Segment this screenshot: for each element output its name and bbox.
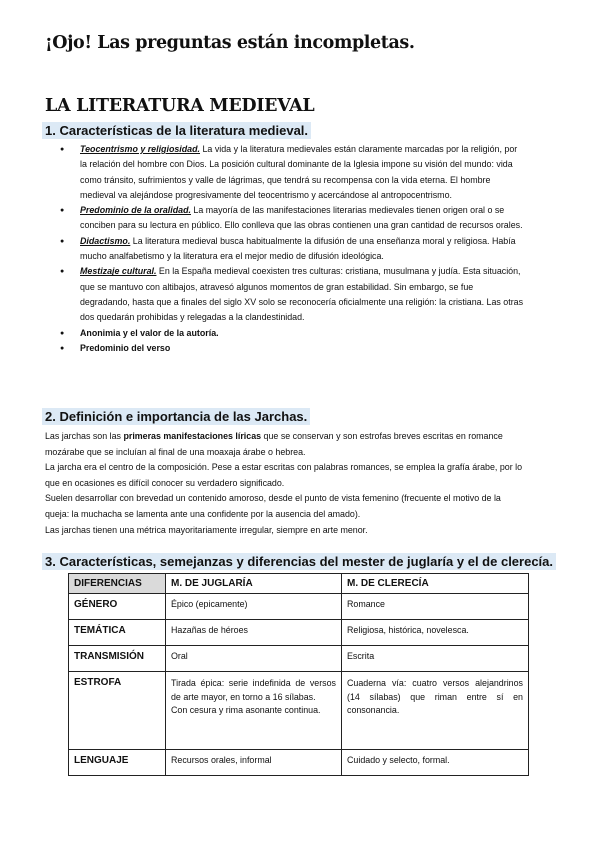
paragraph: Las jarchas tienen una métrica mayoritariamente irregular, siempre en arte menor. [45,524,368,535]
cell-line: Con cesura y rima asonante continua. [171,705,321,715]
section-1-heading: 1. Características de la literatura medieval. [42,122,311,139]
item-text: La literatura medieval busca habitualmente la difusión de una enseñanza moral y religiosa. Había mucho analfabetismo y la literatura era el mejor medio de difusión ideológica. [80,235,516,262]
list-item [60,142,525,203]
table-cell: Romance [342,594,529,620]
term-teocentrismo: Teocentrismo y religiosidad. [80,144,201,154]
table-cell: Cuaderna vía: cuatro versos alejandrinos (14 sílabas) que riman entre sí en consonancia. [342,672,529,750]
row-label: ESTROFA [69,672,166,750]
table-cell: Escrita [342,646,529,672]
term-oralidad: Predominio de la oralidad. [80,205,191,216]
table-header-row [69,574,529,594]
paragraph: Suelen desarrollar con brevedad un contenido amoroso, desde el punto de vista femenino (frecuente el motivo de la queja: la muchacha se lamenta ante una confidente por la ausencia del amado). [45,493,501,519]
header-cell: M. DE CLERECÍA [342,574,529,594]
warning-heading: ¡Ojo! Las preguntas están incompletas. [45,33,415,53]
section-2-heading: 2. Definición e importancia de las Jarchas. [42,408,310,425]
table-row [69,750,529,776]
comparison-table [68,573,529,776]
table-cell: Religiosa, histórica, novelesca. [342,620,529,646]
characteristics-list [60,142,525,356]
text: Las jarchas son las [45,431,124,441]
term-mestizaje: Mestizaje cultural. [80,266,157,277]
paragraph: La jarcha era el centro de la composición. Pese a estar escritas con palabras romances, se emplea la grafía árabe, por lo que en ocasiones es difícil conocer su verdadero significado. [45,462,523,488]
list-item [60,264,525,325]
table-row [69,646,529,672]
table-row [69,672,529,750]
list-item [60,234,525,265]
table-cell: Épico (epicamente) [166,594,342,620]
item-verso: Predominio del verso [80,342,171,353]
paragraph [45,429,525,460]
row-label: GÉNERO [69,594,166,620]
header-cell: M. DE JUGLARÍA [166,574,342,594]
bold-text: primeras manifestaciones líricas [123,431,262,441]
item-text: La vida y la literatura medievales están claramente marcadas por la religión, por la relación del hombre con Dios. La posición cultural dominante de la Iglesia impone su visión del mundo: vida como tránsito, sufrimientos y valle de lágrimas, que tendrá su recompensa con la vida eterna. El hombre medieval va alejándose progresivamente del teocentrismo y acercándose al antropocentrismo. [80,144,518,200]
section-3-heading: 3. Características, semejanzas y diferencias del mester de juglaría y el de clerecía. [42,553,556,570]
table-cell [166,672,342,750]
item-text: La mayoría de las manifestaciones literarias medievales tienen origen oral o se conciben para su lectura en público. Ello conlleva que las obras contienen una gran cantidad de recursos orales. [80,205,523,231]
row-label: TRANSMISIÓN [69,646,166,672]
table-cell: Hazañas de héroes [166,620,342,646]
row-label: LENGUAJE [69,750,166,776]
list-item [60,203,525,234]
list-item [60,341,525,356]
jarchas-text [45,429,525,538]
item-anonimia: Anonimia y el valor de la autoría. [80,327,219,338]
item-text: En la España medieval coexisten tres culturas: cristiana, musulmana y judía. Esta situación, que se mantuvo con altibajos, atravesó algunos momentos de gran estabilidad. Sin embargo, se fue degradando, hasta que a finales del siglo XV solo se reconocería oficialmente una religión: la cristiana. Las otras dos quedarán prohibidas y relegadas a la clandestinidad. [80,266,524,323]
term-didactismo: Didactismo. [80,235,131,246]
cell-line: Tirada épica: serie indefinida de versos de arte mayor, en torno a 16 sílabas. [171,678,336,702]
table-row [69,594,529,620]
table-row [69,620,529,646]
list-item [60,326,525,341]
text: que se conservan y son estrofas breves escritas en romance mozárabe que se incluían al final de una moaxaja árabe o hebrea. [45,431,503,457]
table-cell: Cuidado y selecto, formal. [342,750,529,776]
page-title: LA LITERATURA MEDIEVAL [45,96,315,116]
table-cell: Recursos orales, informal [166,750,342,776]
header-cell: DIFERENCIAS [69,574,166,594]
row-label: TEMÁTICA [69,620,166,646]
table-cell: Oral [166,646,342,672]
